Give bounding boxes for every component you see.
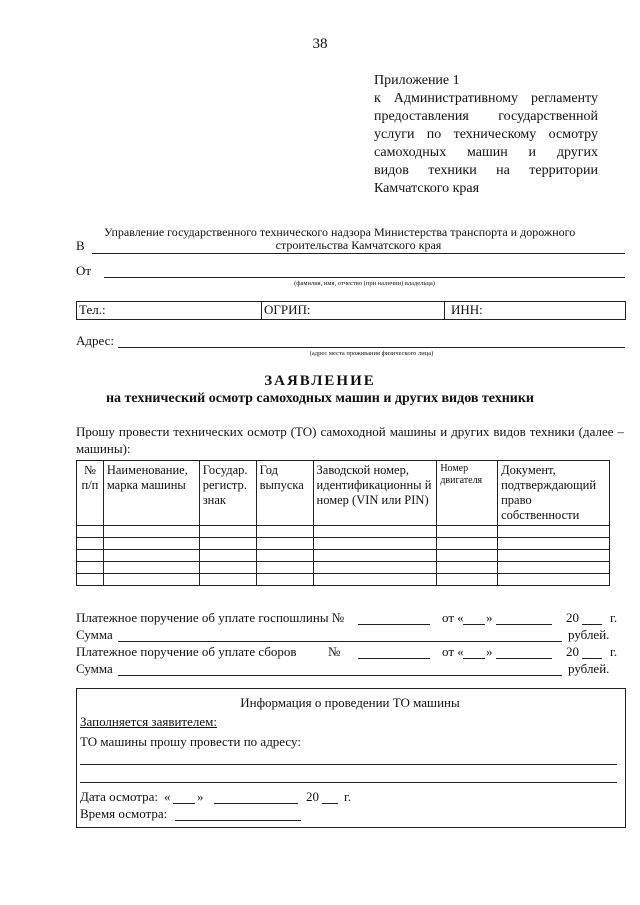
table-row[interactable] [77, 526, 610, 538]
header-num: № п/п [77, 461, 104, 526]
inspection-year-field[interactable] [322, 803, 338, 804]
from-label: От [76, 263, 92, 278]
fees-day-field[interactable] [463, 658, 485, 659]
appendix-line: видов техники на территории [374, 163, 598, 178]
header-vin: Заводской номер, идентификационны й номер (VIN или PIN) [313, 461, 437, 526]
duty-sum-rub: рублей. [568, 627, 610, 642]
duty-sum-label: Сумма [76, 627, 113, 642]
appendix-line: Камчатского края [374, 181, 480, 196]
fees-label: Платежное поручение об уплате сборов [76, 644, 297, 659]
appendix-line: Приложение 1 [374, 73, 460, 88]
info-date-open: « [164, 789, 171, 804]
table-row[interactable] [77, 538, 610, 550]
fees-date-open: от « [442, 644, 464, 659]
appendix-block [374, 72, 598, 198]
info-date-label: Дата осмотра: [80, 789, 159, 804]
appendix-line: предоставления государственной [374, 109, 598, 124]
duty-year-field[interactable] [582, 624, 602, 625]
inn-field[interactable] [445, 302, 625, 319]
appendix-line: самоходных машин и других [374, 145, 598, 160]
duty-year-prefix: 20 [566, 610, 579, 625]
fees-number-field[interactable] [358, 658, 430, 659]
from-field[interactable] [104, 277, 625, 278]
duty-sum-field[interactable] [118, 641, 562, 642]
fees-year-prefix: 20 [566, 644, 579, 659]
info-time-label: Время осмотра: [80, 806, 168, 821]
fees-sum-label: Сумма [76, 661, 113, 676]
duty-number-field[interactable] [358, 624, 430, 625]
fees-year-suffix: г. [610, 644, 618, 659]
ogrip-field[interactable] [262, 302, 445, 319]
addressee-prefix: В [76, 238, 85, 253]
inspection-address-line-1[interactable] [80, 764, 617, 765]
addressee-line2: строительства Камчатского края [275, 238, 442, 252]
contacts-box [76, 301, 626, 320]
address-label: Адрес: [76, 333, 114, 348]
ogrip-label: ОГРИП: [264, 302, 311, 317]
inspection-time-field[interactable] [175, 820, 301, 821]
duty-date-close: » [486, 610, 493, 625]
header-name: Наименование, марка машины [103, 461, 199, 526]
table-header-row [77, 461, 610, 526]
info-title: Информация о проведении ТО машины [240, 695, 460, 710]
inspection-day-field[interactable] [173, 803, 195, 804]
page-number: 38 [312, 36, 328, 52]
fees-date-close: » [486, 644, 493, 659]
appendix-line: услуги по техническому осмотру [374, 127, 598, 142]
fees-month-field[interactable] [496, 658, 552, 659]
inspection-month-field[interactable] [214, 803, 298, 804]
duty-date-open: от « [442, 610, 464, 625]
info-year-prefix: 20 [306, 789, 319, 804]
from-hint: (фамилия, имя, отчество (при наличии) владельца) [294, 280, 435, 287]
info-address-request: ТО машины прошу провести по адресу: [80, 734, 301, 749]
addressee-line1: Управление государственного технического надзора Министерства транспорта и дорожного [104, 225, 576, 239]
request-text: Прошу провести технических осмотр (ТО) самоходной машины и других видов техники (далее – машины): [76, 424, 624, 456]
info-year-suffix: г. [344, 789, 352, 804]
addressee-underline[interactable] [92, 253, 625, 254]
phone-label: Тел.: [79, 302, 106, 317]
duty-month-field[interactable] [496, 624, 552, 625]
machines-table [76, 460, 610, 586]
inn-label: ИНН: [451, 302, 483, 317]
fees-sum-field[interactable] [118, 675, 562, 676]
duty-label: Платежное поручение об уплате госпошлины № [76, 610, 345, 625]
table-row[interactable] [77, 550, 610, 562]
header-year: Год выпуска [256, 461, 313, 526]
table-row[interactable] [77, 574, 610, 586]
document-subtitle: на технический осмотр самоходных машин и других видов техники [105, 391, 534, 406]
fees-sum-rub: рублей. [568, 661, 610, 676]
appendix-line: к Административному регламенту [374, 91, 598, 106]
duty-year-suffix: г. [610, 610, 618, 625]
fees-number-sign: № [328, 644, 341, 659]
fees-year-field[interactable] [582, 658, 602, 659]
info-filled-by: Заполняется заявителем: [80, 714, 217, 729]
address-field[interactable] [118, 347, 625, 348]
header-reg-sign: Государ. регистр. знак [199, 461, 256, 526]
header-engine: Номер двигателя [437, 461, 498, 526]
header-ownership-doc: Документ, подтверждающий право собственности [498, 461, 610, 526]
address-hint: (адрес места проживания физического лица) [309, 350, 434, 357]
duty-day-field[interactable] [463, 624, 485, 625]
inspection-address-line-2[interactable] [80, 782, 617, 783]
document-title: ЗАЯВЛЕНИЕ [264, 373, 376, 389]
table-row[interactable] [77, 562, 610, 574]
info-date-close: » [197, 789, 204, 804]
phone-field[interactable] [77, 302, 262, 319]
